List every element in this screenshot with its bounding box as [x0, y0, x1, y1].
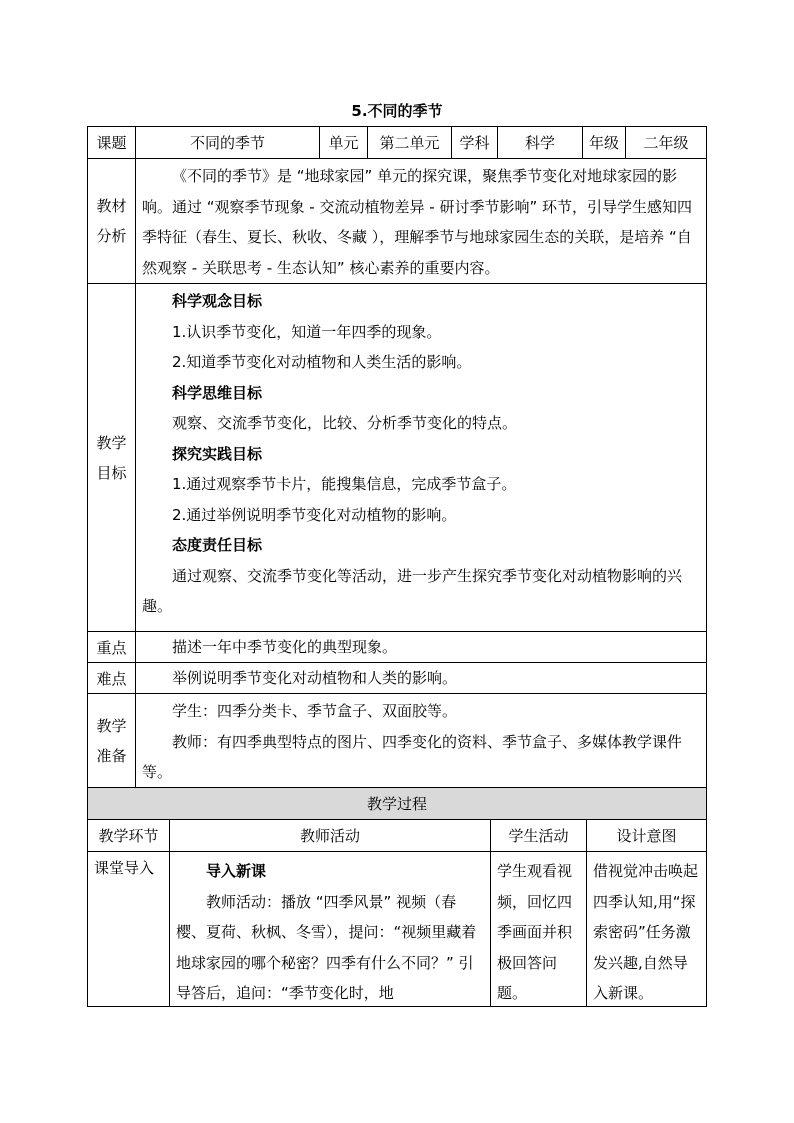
goal-heading-practice: 探究实践目标	[172, 444, 263, 463]
key-point-row	[88, 632, 706, 663]
col-teacher-header: 教师活动	[170, 820, 491, 851]
grade-label: 年级	[583, 127, 626, 158]
difficulty-text: 举例说明季节变化对动植物和人类的影响。	[172, 669, 458, 687]
topic-label: 课题	[88, 127, 136, 158]
unit-label: 单元	[320, 127, 368, 158]
student-activity-cell	[491, 852, 587, 1006]
col-student-header: 学生活动	[491, 820, 587, 851]
design-intent-cell	[587, 852, 706, 1006]
prep-content	[136, 694, 706, 787]
analysis-text: 《不同的季节》是 “地球家园” 单元的探究课，聚焦季节变化对地球家园的影响。通过 “观察季节现象 - 交流动植物差异 - 研讨季节影响” 环节，引导学生感知四季特征（春生、夏长、秋收、冬藏 ），理解季节与地球家园生态的关联，是培养 “自然观察 - 关联思考 - 生态认知” 核心素养的重要内容。	[142, 167, 692, 277]
analysis-row	[88, 159, 706, 284]
goal-item: 通过观察、交流季节变化等活动，进一步产生探究季节变化对动植物影响的兴趣。	[142, 566, 683, 615]
analysis-label-line2: 分析	[96, 227, 127, 245]
prep-teacher: 教师：有四季典型特点的图片、四季变化的资料、季节盒子、多媒体教学课件等。	[142, 732, 683, 781]
process-row	[88, 852, 706, 1006]
analysis-label	[88, 159, 136, 283]
prep-label-line2: 准备	[96, 746, 127, 765]
goals-label	[88, 284, 136, 631]
goal-item: 1.认识季节变化，知道一年四季的现象。	[172, 322, 442, 341]
teacher-activity-cell	[170, 852, 491, 1006]
subject-value: 科学	[498, 127, 583, 158]
difficulty-label: 难点	[88, 663, 136, 693]
prep-row	[88, 694, 706, 788]
prep-label	[88, 694, 136, 787]
goal-heading-concept: 科学观念目标	[172, 292, 263, 310]
teacher-activity-heading: 导入新课	[206, 862, 267, 880]
goal-item: 2.通过举例说明季节变化对动植物的影响。	[172, 505, 457, 524]
prep-label-line1: 教学	[96, 716, 127, 735]
goals-label-line2: 目标	[96, 463, 127, 482]
key-point-text: 描述一年中季节变化的典型现象。	[172, 638, 398, 656]
goal-item: 2.知道季节变化对动植物和人类生活的影响。	[172, 353, 472, 371]
process-columns-row	[88, 820, 706, 852]
stage-label: 课堂导入	[94, 859, 155, 877]
document-title: 5.不同的季节	[351, 102, 443, 120]
header-row	[88, 127, 706, 159]
goal-heading-thinking: 科学思维目标	[172, 383, 263, 402]
difficulty-content	[136, 663, 706, 693]
design-intent-text: 借视觉冲击唤起四季认知,用“探索密码”任务激发兴趣,自然导入新课。	[593, 862, 699, 1002]
stage-cell	[88, 852, 170, 1006]
subject-label: 学科	[452, 127, 498, 158]
goals-content	[136, 284, 706, 631]
key-point-content	[136, 632, 706, 662]
key-point-label: 重点	[88, 632, 136, 662]
goals-label-line1: 教学	[96, 433, 127, 452]
analysis-label-line1: 教材	[96, 197, 127, 215]
goal-item: 1.通过观察季节卡片，能搜集信息，完成季节盒子。	[172, 475, 517, 493]
goals-row	[88, 284, 706, 632]
difficulty-row	[88, 663, 706, 694]
topic-value: 不同的季节	[136, 127, 320, 158]
col-stage-header: 教学环节	[88, 820, 170, 851]
goal-heading-attitude: 态度责任目标	[172, 536, 263, 554]
prep-student: 学生：四季分类卡、季节盒子、双面胶等。	[172, 702, 458, 720]
grade-value: 二年级	[643, 134, 689, 152]
col-intent-header: 设计意图	[616, 827, 677, 845]
teacher-activity-text: 教师活动：播放 “四季风景” 视频（春樱、夏荷、秋枫、冬雪），提问：“视频里藏着地球家园的哪个秘密？四季有什么不同？” 引导答后，追问：“季节变化时，地	[176, 892, 477, 1002]
process-header: 教学过程	[88, 788, 706, 820]
analysis-content	[136, 159, 706, 283]
unit-value: 第二单元	[368, 127, 452, 158]
goal-item: 观察、交流季节变化，比较、分析季节变化的特点。	[172, 414, 518, 432]
student-activity-text: 学生观看视频，回忆四季画面并积极回答问题。	[497, 862, 573, 1002]
lesson-plan-table	[87, 126, 707, 1007]
